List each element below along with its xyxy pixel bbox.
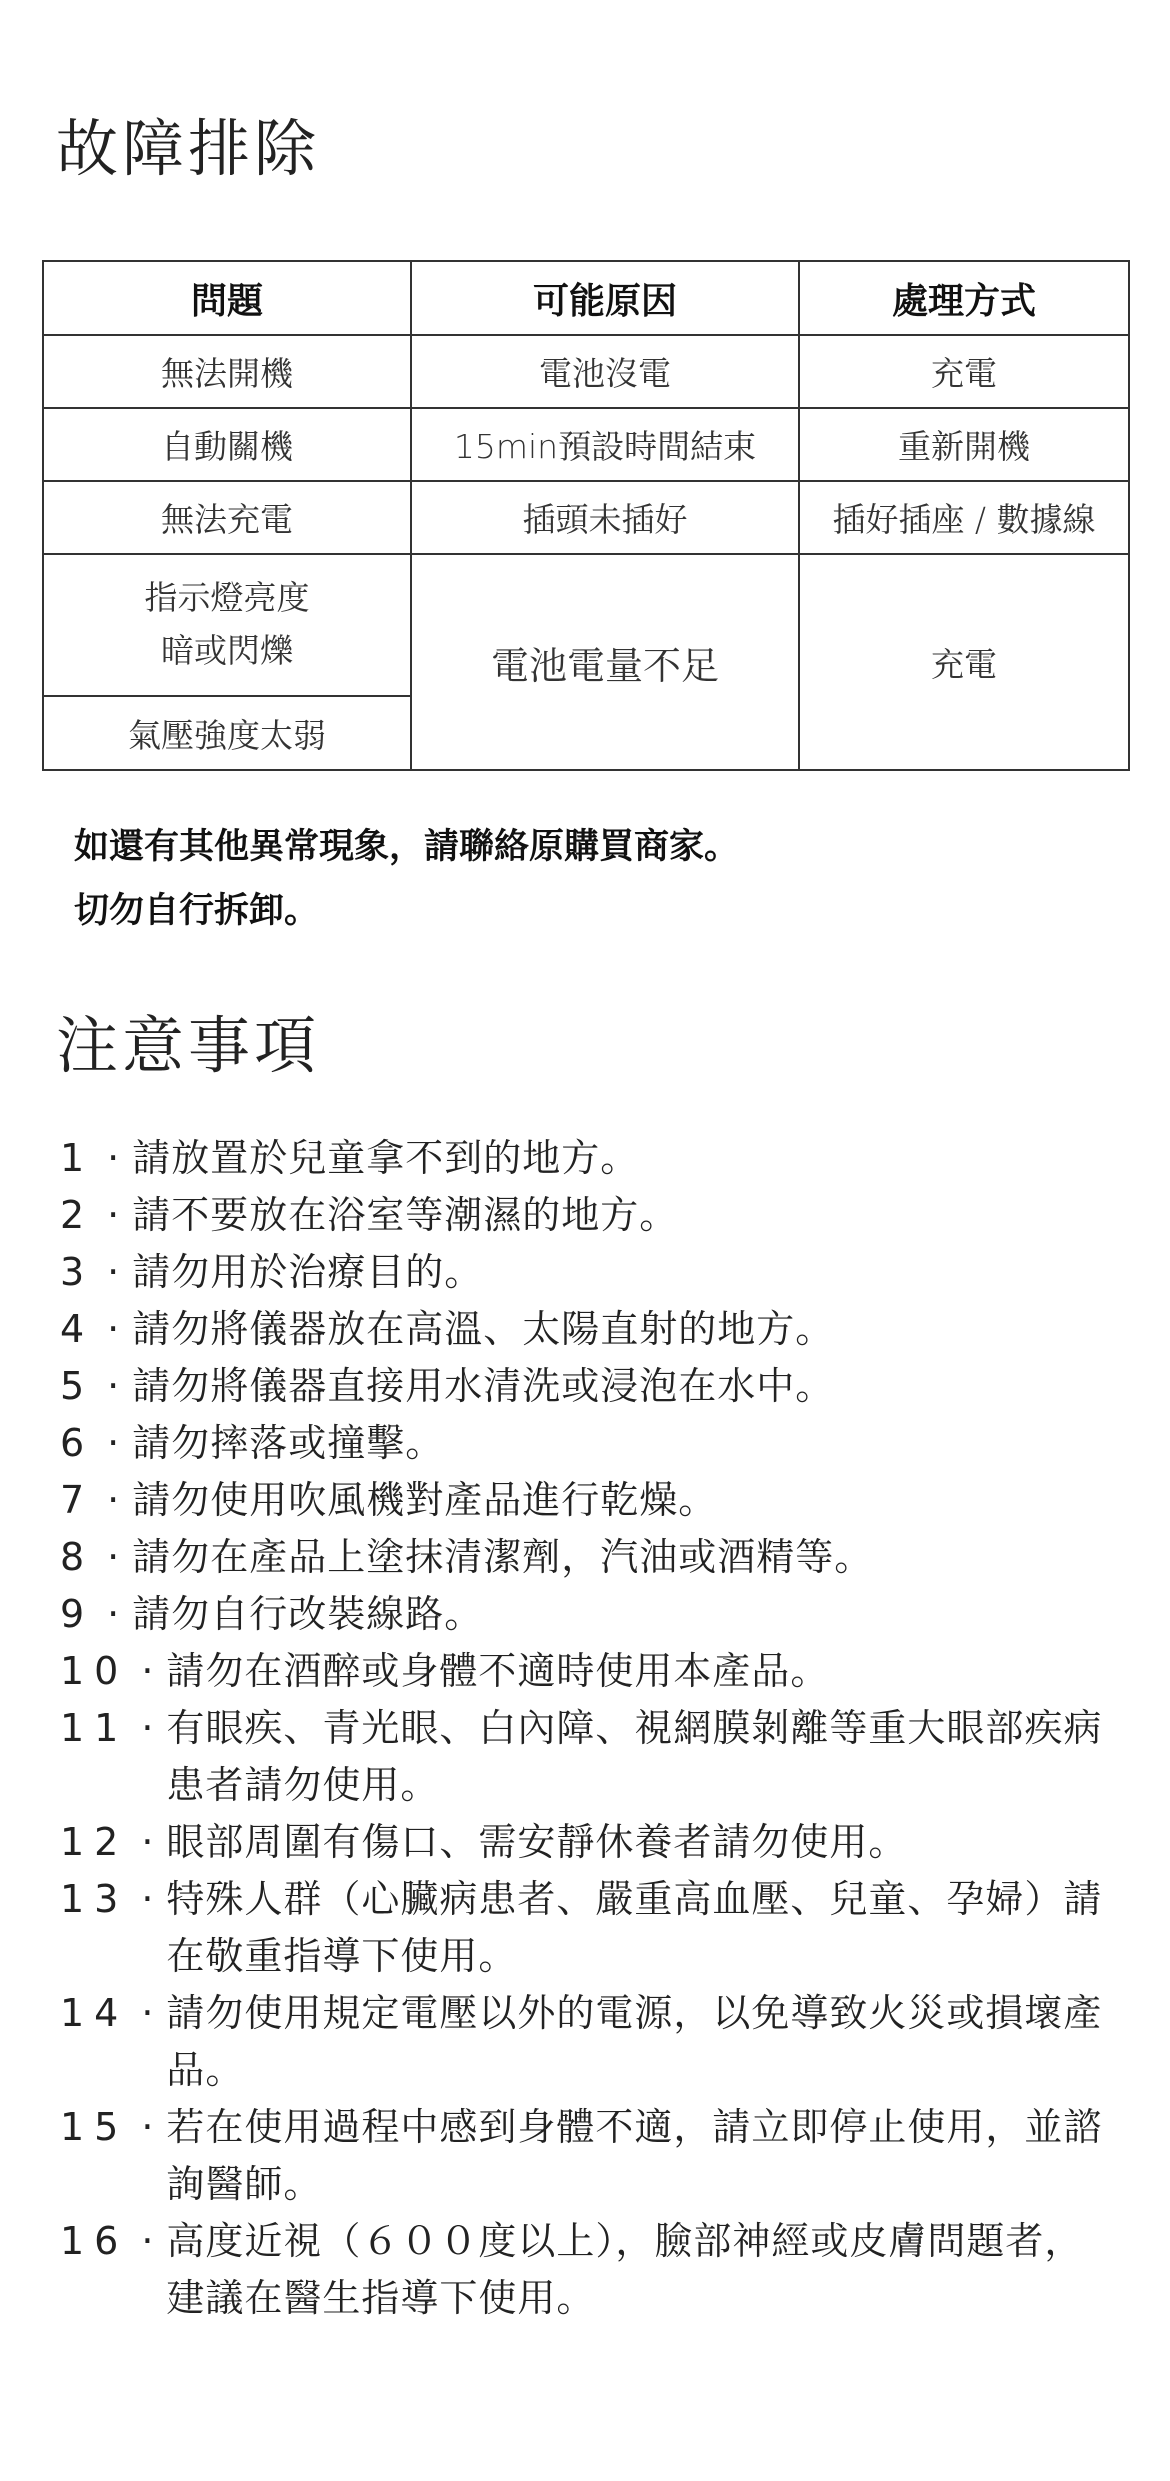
list-item xyxy=(60,1415,1120,1472)
item-text: 請勿使用吹風機對產品進行乾燥。 xyxy=(132,1478,718,1522)
cell-cause: 電池沒電 xyxy=(411,335,799,408)
notes-list xyxy=(60,1130,1120,2327)
list-item xyxy=(60,1358,1120,1415)
table-row xyxy=(43,481,1129,554)
item-separator: · xyxy=(141,1991,154,2035)
item-number: 10 xyxy=(60,1649,129,1693)
header-problem: 問題 xyxy=(43,261,411,335)
item-number: 2 xyxy=(60,1193,95,1237)
item-number: 11 xyxy=(60,1706,129,1750)
item-text: 若在使用過程中感到身體不適，請立即停止使用，並諮詢醫師。 xyxy=(166,2105,1103,2206)
cell-action-merged: 充電 xyxy=(799,554,1129,770)
list-item xyxy=(60,1871,1120,1985)
item-text: 請勿用於治療目的。 xyxy=(132,1250,484,1294)
table-row xyxy=(43,554,1129,696)
item-number: 16 xyxy=(60,2219,129,2263)
list-item xyxy=(60,1643,1120,1700)
header-action: 處理方式 xyxy=(799,261,1129,335)
list-item xyxy=(60,1472,1120,1529)
list-item xyxy=(60,1187,1120,1244)
list-item xyxy=(60,1130,1120,1187)
list-item xyxy=(60,1985,1120,2099)
cell-problem: 無法充電 xyxy=(43,481,411,554)
item-separator: · xyxy=(141,2105,154,2149)
item-text: 請勿摔落或撞擊。 xyxy=(132,1421,445,1465)
item-number: 14 xyxy=(60,1991,129,2035)
item-text: 請勿將儀器放在高溫、太陽直射的地方。 xyxy=(132,1307,835,1351)
cell-problem: 自動關機 xyxy=(43,408,411,481)
notice-line: 切勿自行拆卸。 xyxy=(74,891,320,931)
header-cause: 可能原因 xyxy=(411,261,799,335)
item-text: 高度近視（６００度以上），臉部神經或皮膚問題者，建議在醫生指導下使用。 xyxy=(166,2219,1084,2320)
item-text: 特殊人群（心臟病患者、嚴重高血壓、兒童、孕婦）請在敬重指導下使用。 xyxy=(166,1877,1103,1978)
item-text: 請勿在酒醉或身體不適時使用本產品。 xyxy=(166,1649,830,1693)
item-number: 4 xyxy=(60,1307,95,1351)
cell-problem-line2: 暗或閃爍 xyxy=(161,631,293,670)
item-separator: · xyxy=(107,1250,120,1294)
list-item xyxy=(60,1586,1120,1643)
list-item xyxy=(60,1301,1120,1358)
item-number: 5 xyxy=(60,1364,95,1408)
item-number: 12 xyxy=(60,1820,129,1864)
item-number: 3 xyxy=(60,1250,95,1294)
cell-problem: 氣壓強度太弱 xyxy=(43,696,411,770)
troubleshoot-title: 故障排除 xyxy=(56,112,321,185)
contact-notice xyxy=(74,815,739,943)
item-text: 請勿使用規定電壓以外的電源，以免導致火災或損壞產品。 xyxy=(166,1991,1103,2092)
item-text: 請不要放在浴室等潮濕的地方。 xyxy=(132,1193,679,1237)
notes-title: 注意事項 xyxy=(56,1009,321,1082)
notice-line: 如還有其他異常現象，請聯絡原購買商家。 xyxy=(74,827,740,867)
item-separator: · xyxy=(141,1649,154,1693)
table-row xyxy=(43,408,1129,481)
cell-problem-line1: 指示燈亮度 xyxy=(144,578,310,618)
list-item xyxy=(60,1700,1120,1814)
item-text: 請放置於兒童拿不到的地方。 xyxy=(132,1136,640,1180)
item-separator: · xyxy=(107,1592,120,1636)
item-separator: · xyxy=(141,2219,154,2263)
item-separator: · xyxy=(141,1706,154,1750)
troubleshoot-table xyxy=(42,260,1130,771)
item-separator: · xyxy=(107,1535,120,1579)
cell-problem xyxy=(43,554,411,696)
cell-cause: 插頭未插好 xyxy=(411,481,799,554)
item-separator: · xyxy=(107,1421,120,1465)
table-row xyxy=(43,335,1129,408)
item-text: 請勿自行改裝線路。 xyxy=(132,1592,484,1636)
cell-action: 插好插座 / 數據線 xyxy=(799,481,1129,554)
item-number: 8 xyxy=(60,1535,95,1579)
item-separator: · xyxy=(107,1193,120,1237)
item-number: 7 xyxy=(60,1478,95,1522)
item-number: 1 xyxy=(60,1136,95,1180)
item-separator: · xyxy=(107,1136,120,1180)
item-separator: · xyxy=(141,1820,154,1864)
item-text: 有眼疾、青光眼、白內障、視網膜剝離等重大眼部疾病患者請勿使用。 xyxy=(166,1706,1103,1807)
cell-action: 重新開機 xyxy=(799,408,1129,481)
item-text: 眼部周圍有傷口、需安靜休養者請勿使用。 xyxy=(166,1820,908,1864)
table-header-row xyxy=(43,261,1129,335)
list-item xyxy=(60,2213,1120,2327)
item-number: 13 xyxy=(60,1877,129,1921)
item-text: 請勿在產品上塗抹清潔劑，汽油或酒精等。 xyxy=(132,1535,874,1579)
cell-problem: 無法開機 xyxy=(43,335,411,408)
cell-cause: 15min預設時間結束 xyxy=(411,408,799,481)
cell-cause-merged: 電池電量不足 xyxy=(411,554,799,770)
list-item xyxy=(60,2099,1120,2213)
item-separator: · xyxy=(107,1478,120,1522)
item-number: 15 xyxy=(60,2105,129,2149)
list-item xyxy=(60,1529,1120,1586)
cell-action: 充電 xyxy=(799,335,1129,408)
item-separator: · xyxy=(107,1364,120,1408)
item-number: 9 xyxy=(60,1592,95,1636)
item-text: 請勿將儀器直接用水清洗或浸泡在水中。 xyxy=(132,1364,835,1408)
list-item xyxy=(60,1244,1120,1301)
item-separator: · xyxy=(141,1877,154,1921)
list-item xyxy=(60,1814,1120,1871)
item-number: 6 xyxy=(60,1421,95,1465)
item-separator: · xyxy=(107,1307,120,1351)
